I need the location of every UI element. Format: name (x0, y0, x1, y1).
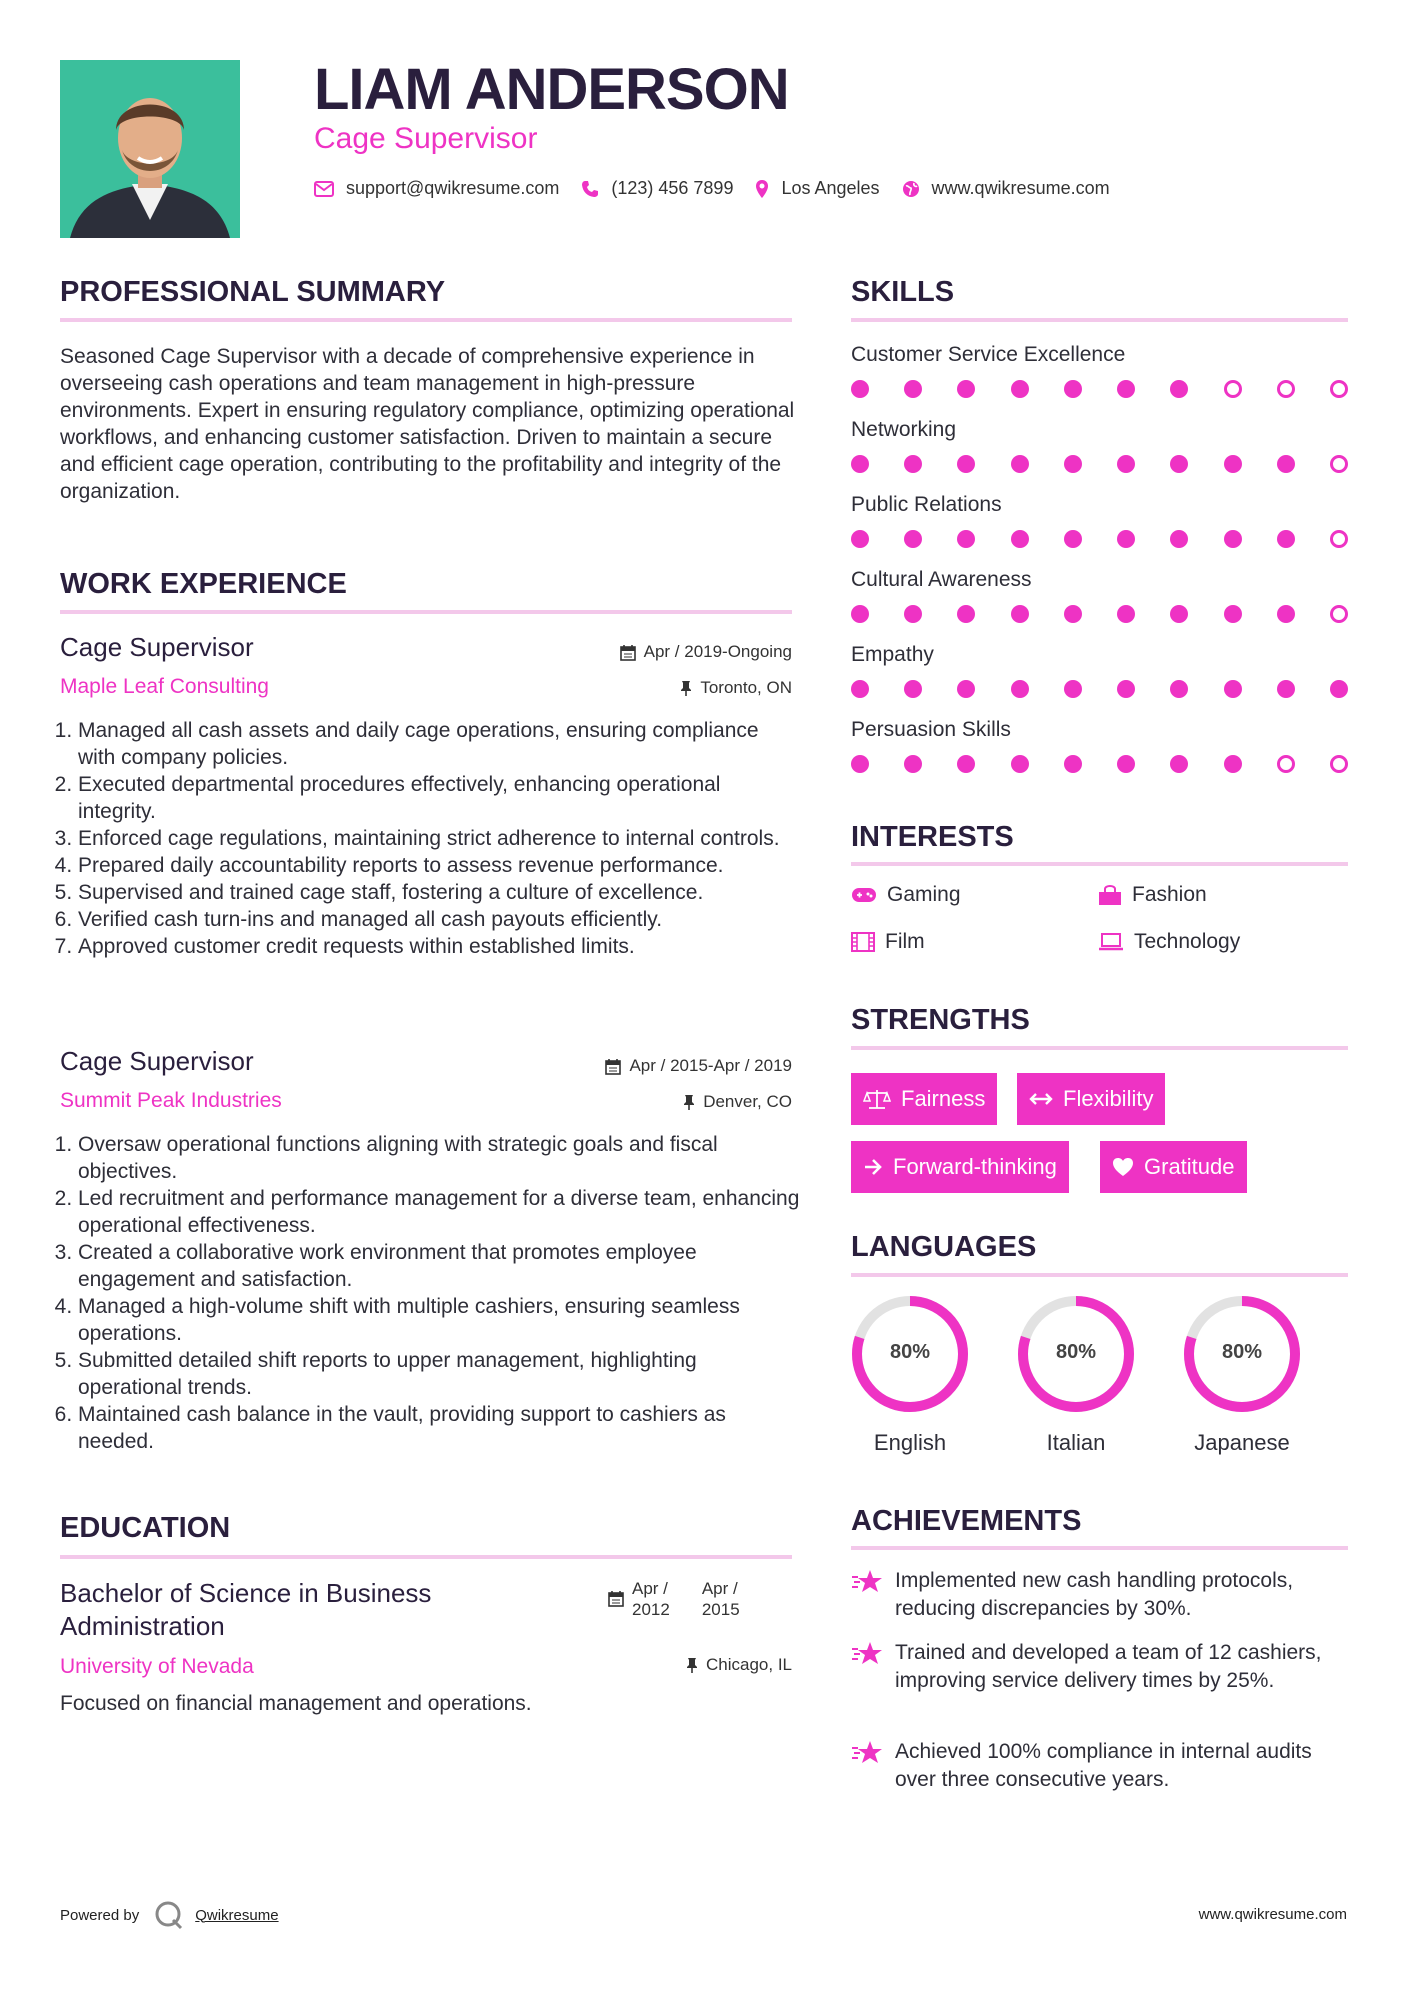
rating-dot-filled (1117, 455, 1135, 473)
contact-phone[interactable] (581, 178, 733, 199)
pushpin-icon (686, 1657, 698, 1674)
job-title: Cage Supervisor (60, 1046, 254, 1076)
skill-rating (851, 605, 1348, 623)
calendar-icon (608, 1590, 624, 1607)
rating-dot-filled (904, 605, 922, 623)
rating-dot-empty (1330, 530, 1348, 548)
arrow-right-icon (863, 1158, 883, 1176)
strength-tag-gratitude (1100, 1141, 1247, 1193)
pushpin-icon (680, 680, 692, 697)
rating-dot-filled (957, 380, 975, 398)
skill-name: Cultural Awareness (851, 568, 1032, 591)
rating-dot-filled (1011, 530, 1029, 548)
rating-dot-filled (1224, 455, 1242, 473)
rating-dot-filled (1117, 605, 1135, 623)
rating-dot-empty (1330, 605, 1348, 623)
rating-dot-filled (1277, 455, 1295, 473)
rating-dot-filled (851, 605, 869, 623)
contact-bar (314, 178, 1132, 199)
rating-dot-filled (1224, 605, 1242, 623)
rating-dot-filled (1117, 380, 1135, 398)
calendar-icon (605, 1058, 621, 1075)
company-name: Maple Leaf Consulting (60, 675, 269, 698)
rating-dot-filled (1011, 380, 1029, 398)
job-date (540, 1056, 792, 1076)
website-text: www.qwikresume.com (931, 178, 1110, 198)
job-responsibilities (60, 717, 792, 960)
list-item: 6. Maintained cash balance in the vault, providing support to cashiers as needed. (78, 1401, 800, 1455)
interest-gaming (851, 883, 961, 907)
map-pin-icon (755, 179, 769, 199)
achievement-item (851, 1639, 1351, 1695)
list-item: 4. Prepared daily accountability reports to assess revenue performance. (78, 852, 792, 879)
strength-label: Gratitude (1144, 1154, 1235, 1179)
rating-dot-filled (1170, 530, 1188, 548)
rating-dot-filled (1277, 530, 1295, 548)
calendar-icon (620, 644, 636, 661)
language-percent: 80% (1221, 1341, 1263, 1363)
strength-label: Fairness (901, 1086, 986, 1111)
strengths-heading: STRENGTHS (851, 1004, 1030, 1036)
job-location-text: Denver, CO (703, 1092, 792, 1111)
star-icon (851, 1740, 883, 1766)
rating-dot-filled (1064, 380, 1082, 398)
rating-dot-filled (1224, 755, 1242, 773)
rating-dot-filled (851, 680, 869, 698)
summary-heading: PROFESSIONAL SUMMARY (60, 276, 446, 308)
skill-name: Networking (851, 418, 957, 441)
education-location-text: Chicago, IL (706, 1655, 792, 1674)
rating-dot-filled (1117, 755, 1135, 773)
strength-label: Forward-thinking (893, 1154, 1057, 1179)
interests-divider (851, 862, 1348, 866)
list-item: 2. Led recruitment and performance management for a diverse team, enhancing operational effectiveness. (78, 1185, 800, 1239)
job-date (560, 642, 792, 662)
education-location (560, 1655, 792, 1675)
achievement-text: Trained and developed a team of 12 cashiers, improving service delivery times by 25%. (895, 1641, 1322, 1692)
rating-dot-empty (1277, 755, 1295, 773)
rating-dot-empty (1330, 380, 1348, 398)
skill-name: Public Relations (851, 493, 1002, 516)
phone-icon (581, 180, 599, 198)
list-item: 3. Enforced cage regulations, maintaining strict adherence to internal controls. (78, 825, 792, 852)
rating-dot-filled (1224, 680, 1242, 698)
education-date (608, 1578, 740, 1620)
rating-dot-filled (1064, 680, 1082, 698)
summary-divider (60, 318, 792, 322)
qwikresume-logo-icon (153, 1900, 185, 1930)
balance-scale-icon (863, 1088, 891, 1110)
achievement-text: Implemented new cash handling protocols, reducing discrepancies by 30%. (895, 1569, 1294, 1620)
star-icon (851, 1641, 883, 1667)
pushpin-icon (683, 1094, 695, 1111)
skill-rating (851, 680, 1348, 698)
rating-dot-filled (1011, 755, 1029, 773)
education-heading: EDUCATION (60, 1512, 231, 1544)
rating-dot-filled (1277, 605, 1295, 623)
rating-dot-filled (957, 605, 975, 623)
interest-label: Gaming (887, 883, 961, 906)
job-location (560, 1092, 792, 1112)
job-title: Cage Supervisor (60, 632, 254, 662)
phone-text: (123) 456 7899 (611, 178, 734, 198)
rating-dot-filled (1011, 605, 1029, 623)
skill-rating (851, 380, 1348, 398)
achievement-item (851, 1567, 1351, 1623)
location-text: Los Angeles (781, 178, 880, 198)
rating-dot-filled (904, 755, 922, 773)
list-item: 1. Oversaw operational functions aligning with strategic goals and fiscal objectives. (78, 1131, 800, 1185)
rating-dot-filled (1170, 380, 1188, 398)
contact-location (755, 178, 879, 199)
list-item: 7. Approved customer credit requests within established limits. (78, 933, 792, 960)
list-item: 6. Verified cash turn-ins and managed all cash payouts efficiently. (78, 906, 792, 933)
rating-dot-empty (1224, 380, 1242, 398)
shopping-bag-icon (1098, 884, 1122, 906)
languages-heading: LANGUAGES (851, 1231, 1037, 1263)
laptop-icon (1098, 933, 1124, 951)
rating-dot-filled (957, 680, 975, 698)
gamepad-icon (851, 887, 877, 903)
skills-divider (851, 318, 1348, 322)
list-item: 4. Managed a high-volume shift with multiple cashiers, ensuring seamless operations. (78, 1293, 800, 1347)
strength-label: Flexibility (1063, 1086, 1154, 1111)
list-item: 2. Executed departmental procedures effectively, enhancing operational integrity. (78, 771, 792, 825)
interests-heading: INTERESTS (851, 821, 1014, 853)
rating-dot-filled (904, 680, 922, 698)
job-date-text: Apr / 2019-Ongoing (643, 642, 792, 661)
language-name: Italian (1046, 1430, 1106, 1455)
skill-rating (851, 455, 1348, 473)
rating-dot-empty (1330, 455, 1348, 473)
footer-branding (60, 1900, 279, 1930)
achievements-heading: ACHIEVEMENTS (851, 1505, 1082, 1537)
rating-dot-filled (1064, 530, 1082, 548)
education-description: Focused on financial management and operations. (60, 1692, 532, 1715)
rating-dot-filled (1011, 680, 1029, 698)
skill-name: Persuasion Skills (851, 718, 1011, 741)
rating-dot-filled (851, 455, 869, 473)
skill-rating (851, 530, 1348, 548)
rating-dot-filled (1224, 530, 1242, 548)
achievements-divider (851, 1546, 1348, 1550)
job-date-text: Apr / 2015-Apr / 2019 (629, 1056, 792, 1075)
globe-icon (902, 180, 920, 198)
rating-dot-filled (904, 380, 922, 398)
language-percent: 80% (1055, 1341, 1097, 1363)
rating-dot-filled (1011, 455, 1029, 473)
candidate-name: LIAM ANDERSON (314, 57, 789, 122)
footer-website[interactable]: www.qwikresume.com (1198, 1906, 1347, 1923)
skill-name: Customer Service Excellence (851, 343, 1126, 366)
rating-dot-filled (1117, 680, 1135, 698)
strengths-divider (851, 1046, 1348, 1050)
strength-tag-fairness (851, 1073, 997, 1125)
rating-dot-filled (851, 530, 869, 548)
skill-name: Empathy (851, 643, 934, 666)
arrows-horizontal-icon (1029, 1092, 1053, 1106)
language-percent: 80% (889, 1341, 931, 1363)
contact-email[interactable] (314, 178, 559, 199)
rating-dot-filled (904, 530, 922, 548)
rating-dot-filled (851, 380, 869, 398)
education-start-year: 2012 (632, 1600, 670, 1619)
powered-by-label: Powered by (60, 1906, 140, 1924)
list-item: 5. Supervised and trained cage staff, fostering a culture of excellence. (78, 879, 792, 906)
rating-dot-filled (1064, 755, 1082, 773)
interest-fashion (1098, 883, 1207, 907)
language-name: English (873, 1430, 947, 1455)
education-start-month: Apr / (632, 1579, 668, 1598)
achievement-item (851, 1738, 1351, 1794)
envelope-icon (314, 181, 334, 197)
film-icon (851, 932, 875, 952)
rating-dot-filled (1170, 755, 1188, 773)
rating-dot-filled (957, 755, 975, 773)
email-text: support@qwikresume.com (346, 178, 560, 198)
rating-dot-filled (1170, 455, 1188, 473)
rating-dot-filled (957, 530, 975, 548)
job-location (560, 678, 792, 698)
contact-website[interactable] (902, 178, 1110, 199)
strength-tag-flexibility (1017, 1073, 1165, 1125)
degree-title: Bachelor of Science in Business Administration (60, 1578, 432, 1641)
list-item: 3. Created a collaborative work environment that promotes employee engagement and satisfaction. (78, 1239, 800, 1293)
interest-label: Technology (1134, 930, 1241, 953)
star-icon (851, 1569, 883, 1595)
education-divider (60, 1555, 792, 1559)
achievement-text: Achieved 100% compliance in internal audits over three consecutive years. (895, 1740, 1312, 1791)
skill-rating (851, 755, 1348, 773)
rating-dot-filled (1117, 530, 1135, 548)
company-name: Summit Peak Industries (60, 1089, 282, 1112)
school-name: University of Nevada (60, 1655, 254, 1678)
rating-dot-filled (1170, 605, 1188, 623)
experience-divider (60, 610, 792, 614)
rating-dot-filled (1064, 605, 1082, 623)
rating-dot-filled (904, 455, 922, 473)
strength-tag-forward-thinking (851, 1141, 1069, 1193)
language-name: Japanese (1194, 1430, 1290, 1455)
rating-dot-empty (1277, 380, 1295, 398)
rating-dot-empty (1330, 755, 1348, 773)
job-responsibilities (60, 1131, 800, 1455)
rating-dot-filled (851, 755, 869, 773)
list-item: 1. Managed all cash assets and daily cage operations, ensuring compliance with company policies. (78, 717, 792, 771)
languages-divider (851, 1273, 1348, 1277)
rating-dot-filled (1330, 680, 1348, 698)
rating-dot-filled (1277, 680, 1295, 698)
qwikresume-link[interactable]: Qwikresume (195, 1906, 279, 1924)
education-end-year: 2015 (701, 1600, 740, 1619)
interest-film (851, 930, 925, 954)
rating-dot-filled (1170, 680, 1188, 698)
job-location-text: Toronto, ON (700, 678, 792, 697)
heart-icon (1112, 1157, 1134, 1177)
summary-text: Seasoned Cage Supervisor with a decade of comprehensive experience in overseeing cash operations and team management in high-pressure environments. Expert in ensuring regulatory compliance, optimizing operational workflows, and enhancing customer satisfaction. Driven to maintain a secure and efficient cage operation, contributing to the profitability and integrity of the organization. (60, 345, 795, 503)
interest-technology (1098, 930, 1240, 954)
skills-heading: SKILLS (851, 276, 955, 308)
education-end-month: Apr / (701, 1579, 738, 1598)
interest-label: Fashion (1132, 883, 1207, 906)
experience-heading: WORK EXPERIENCE (60, 568, 347, 600)
rating-dot-filled (1064, 455, 1082, 473)
interest-label: Film (885, 930, 925, 953)
rating-dot-filled (957, 455, 975, 473)
candidate-role: Cage Supervisor (314, 122, 538, 155)
profile-photo (60, 60, 240, 238)
list-item: 5. Submitted detailed shift reports to upper management, highlighting operational trends. (78, 1347, 800, 1401)
